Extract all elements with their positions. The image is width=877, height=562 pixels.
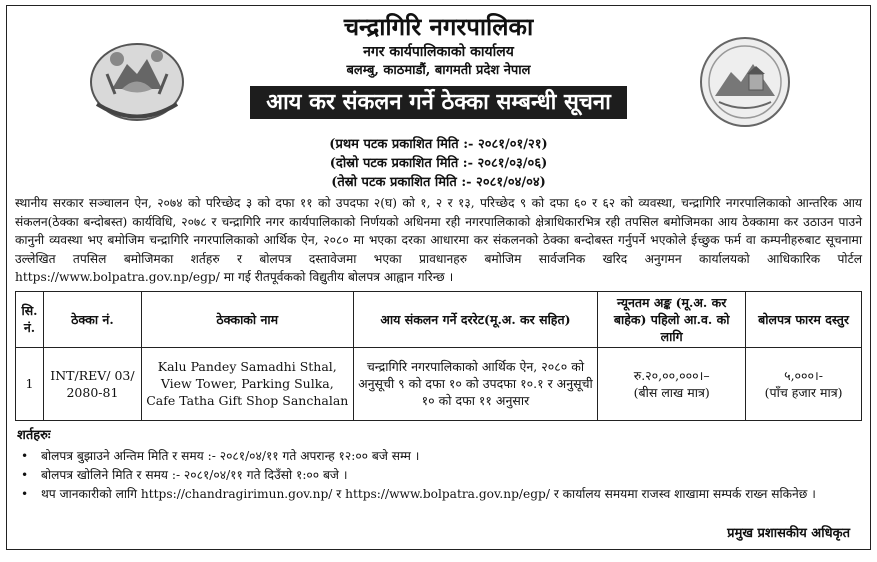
bullet-icon: • <box>21 467 29 482</box>
first-publication-date: (प्रथम पटक प्रकाशित मिति :- २०८१/०१/२१) <box>329 137 548 152</box>
term-deadline: बोलपत्र बुझाउने अन्तिम मिति र समय :- २०८१/०४/११ गते अपरान्ह १२:०० बजे सम्म । <box>41 448 420 463</box>
signature: प्रमुख प्रशासकीय अधिकृत <box>727 526 850 541</box>
notice-page <box>6 5 871 550</box>
bullet-icon: • <box>21 448 29 463</box>
office-address: बलम्बु, काठमाडौं, बागमती प्रदेश नेपाल <box>346 63 531 78</box>
municipality-name: चन्द्रागिरि नगरपालिका <box>343 12 534 41</box>
term-opening: बोलपत्र खोलिने मिति र समय :- २०८१/०४/११ गते दिउँसो १:०० बजे । <box>41 467 348 482</box>
publication-dates <box>7 135 870 192</box>
fee-words: (पाँच हजार मात्र) <box>764 384 843 400</box>
header-sn: सि. नं. <box>16 291 44 347</box>
chandragiri-municipality-logo-icon <box>697 34 793 130</box>
term-contact: थप जानकारीको लागि https://chandragirimun.gov.np/ र https://www.bolpatra.gov.np/egp/ र कार्यालय समयमा राजस्व शाखामा सम्पर्क राख्न सकिनेछ । <box>41 486 816 501</box>
cell-fee <box>746 347 862 420</box>
fee-figure: ५,०००।- <box>784 367 824 383</box>
third-publication-date: (तेस्रो पटक प्रकाशित मिति :- २०८१/०४/०४) <box>331 175 546 190</box>
table-row <box>16 347 862 420</box>
cell-rate: चन्द्रागिरि नगरपालिकाको आर्थिक ऐन, २०८० को अनुसूची ९ को दफा १० को उपदफा १०.१ र अनुसूची १० को दफा ११ अनुसार <box>353 347 598 420</box>
cell-contract-name: Kalu Pandey Samadhi Sthal, View Tower, Parking Sulka, Cafe Tatha Gift Shop Sanchalan <box>141 347 353 420</box>
cell-min-amount <box>598 347 746 420</box>
header-rate: आय संकलन गर्ने दररेट(मू.अ. कर सहित) <box>353 291 598 347</box>
list-item <box>21 447 860 466</box>
list-item <box>21 485 860 504</box>
cell-contract-no: INT/REV/ 03/ 2080-81 <box>43 347 141 420</box>
office-name: नगर कार्यपालिकाको कार्यालय <box>363 44 514 60</box>
header-contract-no: ठेक्का नं. <box>43 291 141 347</box>
bullet-icon: • <box>21 486 29 501</box>
min-amount-words: (बीस लाख मात्र) <box>633 384 710 400</box>
header-min-amount: न्यूनतम अङ्क (मू.अ. कर बाहेक) पहिलो आ.व. को लागि <box>598 291 746 347</box>
min-amount-figure: रु.२०,००,०००।– <box>633 367 710 383</box>
intro-paragraph: स्थानीय सरकार सञ्चालन ऐन, २०७४ को परिच्छेद ३ को दफा ११ को उपदफा २(घ) को १, २ र १३, परिच्छेद ९ को दफा ६० र ६२ को व्यवस्था, चन्द्रागिरि नगरपालिकाको आन्तरिक आय संकलन(ठेक्का बन्दोबस्त) कार्यविधि, २०७८ र चन्द्रागिरि नगर कार्यपालिकाको निर्णयको अधिनमा रही नगरपालिकाको क्षेत्राधिकारभित्र रही तपसिल बमोजिमका आय ठेक्कामा कर उठाउन पाउने कानुनी व्यवस्था भए बमोजिम चन्द्रागिरि नगरपालिकाको आर्थिक ऐन, २०८० मा भएका दरका आधारमा कर संकलनको ठेक्का बन्दोबस्त गर्नुपर्ने भएकोले ईच्छुक फर्म वा कम्पनीहरुबाट सूचनामा उल्लेखित तपसिल बमोजिमका शर्तहरु र बोलपत्र दस्तावेजमा भएका प्रावधानहरु बमोजिम सार्वजनिक खरिद अनुगमन कार्यालयको आधिकारिक पोर्टल https://www.bolpatra.gov.np/egp/ मा गई रीतपूर्वकको विद्युतीय बोलपत्र आह्वान गरिन्छ । <box>15 196 862 284</box>
table-header-row <box>16 291 862 347</box>
terms-title: शर्तहरुः <box>17 427 51 443</box>
list-item <box>21 466 860 485</box>
terms-list <box>17 447 860 504</box>
notice-header <box>7 6 870 133</box>
header-contract-name: ठेक्काको नाम <box>141 291 353 347</box>
contracts-table <box>15 291 862 421</box>
terms-section <box>7 421 870 504</box>
second-publication-date: (दोस्रो पटक प्रकाशित मिति :- २०८१/०३/०६) <box>329 156 548 171</box>
notice-title: आय कर संकलन गर्ने ठेक्का सम्बन्धी सूचना <box>250 86 627 119</box>
cell-sn: 1 <box>16 347 44 420</box>
header-fee: बोलपत्र फारम दस्तुर <box>746 291 862 347</box>
